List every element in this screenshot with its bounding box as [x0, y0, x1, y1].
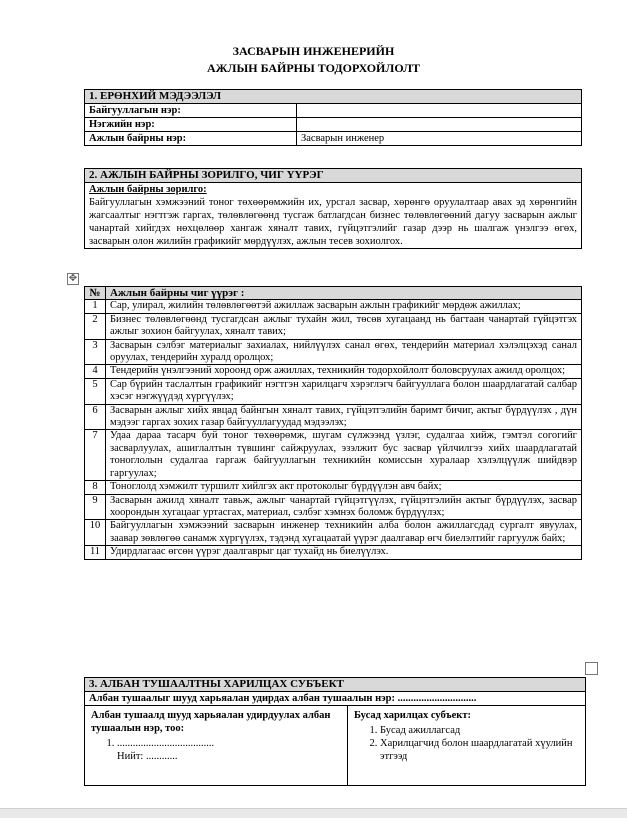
table-row — [85, 481, 582, 494]
table-row — [85, 339, 582, 365]
duty-number: 9 — [85, 494, 106, 520]
document-title-line1: ЗАСВАРЫН ИНЖЕНЕРИЙН — [232, 44, 395, 58]
subordinates-title: Албан тушаалд шууд харьяалан удирдуулах албан тушаалын нэр, тоо: — [91, 710, 331, 734]
unit-name-label: Нэгжийн нэр: — [85, 118, 297, 132]
duty-text[interactable]: Тоноглолд хэмжилт туршилт хийлгэх акт протоколыг бүрдүүлэн авч байх; — [106, 481, 582, 494]
section2-header: 2. АЖЛЫН БАЙРНЫ ЗОРИЛГО, ЧИГ ҮҮРЭГ — [85, 169, 582, 183]
duty-text[interactable]: Удирдлагаас өгсөн үүрэг даалгаврыг цаг тухайд нь биелүүлэх. — [106, 546, 582, 559]
duty-number: 7 — [85, 430, 106, 481]
position-name-value[interactable]: Засварын инженер — [297, 132, 582, 146]
duty-text[interactable]: Сар, улирал, жилийн төлөвлөгөөтэй ажиллаж засварын ажлын графикийг мөрдөж ажиллах; — [106, 300, 582, 313]
duty-number: 8 — [85, 481, 106, 494]
table-row — [85, 365, 582, 378]
table-row — [85, 118, 582, 132]
subordinates-count: Нийт: ............ — [117, 751, 178, 762]
duty-text[interactable]: Удаа дараа тасарч буй тоног төхөөрөмж, шугам сүлжээнд үзлэг, судалгаа хийж, гэмтэл согогийг засварлуулах, ашиглалтын түвшинг сайжруулах, эзэлжит бус засвар үйлчилгээ хийх шаардлагатай тоноглолын судалгаа гаргаж байгууллагын техникийн комиссын хуралаар хэлэлцүүлж шийдвэр гаргуулах; — [106, 430, 582, 481]
duty-text[interactable]: Засварын ажилд хяналт тавьж, ажлыг чанартай гүйцэтгүүлэх, гүйцэтгэлийн актыг бүрдүүлэх, засвар хоорондын хугацааг уртасгах, материал, сэлбэг хэмнэх боломж бүрдүүлэх; — [106, 494, 582, 520]
duties-table — [84, 286, 582, 560]
org-name-label: Байгууллагын нэр: — [85, 104, 297, 118]
duty-text[interactable]: Байгууллагын хэмжээний засварын инженер техникийн алба болон ажиллагсдад сургалт явуулах, заавар зөвлөгөө санамж хүргүүлэх, тэдэнд хугацаатай үүрэг даалгавар өгч биелэлтийг гаргуулж байх; — [106, 520, 582, 546]
relations-table — [84, 677, 586, 786]
other-relations-cell[interactable] — [348, 706, 586, 786]
table-row — [85, 546, 582, 559]
duty-number: 2 — [85, 313, 106, 339]
section1-header: 1. ЕРӨНХИЙ МЭДЭЭЛЭЛ — [85, 90, 582, 104]
table-row — [85, 378, 582, 404]
duties-col-num: № — [85, 287, 106, 300]
duty-number: 3 — [85, 339, 106, 365]
list-item: 1. ..................................... — [117, 737, 341, 750]
list-item: 2. Харилцагчид болон шаардлагатай хүулийн этгээд — [380, 737, 579, 763]
duty-number: 10 — [85, 520, 106, 546]
table-row — [85, 430, 582, 481]
duties-col-title: Ажлын байрны чиг үүрэг : — [106, 287, 582, 300]
table-row — [85, 104, 582, 118]
other-relations-list — [354, 724, 579, 763]
org-name-value[interactable] — [297, 104, 582, 118]
duty-number: 1 — [85, 300, 106, 313]
position-name-label: Ажлын байрны нэр: — [85, 132, 297, 146]
duty-text[interactable]: Засварын сэлбэг материалыг захиалах, нийлүүлэх санал өгөх, тендерийн материал хэлэлцэхэд санал оруулах, тендерийн хуралд оролцох; — [106, 339, 582, 365]
table-row — [85, 404, 582, 430]
purpose-text: Байгууллагын хэмжээний тоног төхөөрөмжийн их, урсгал засвар, хөрөнгө оруулалтаар авах эд хөрөнгийн жагсаалтыг нэгтгэж гаргах, төлөвлөгөөнд тусгаж батлагдсан бизнес төлөвлөгөөний дагуу засварын ажлыг чанартай хийгдэх нөхцөлөөр хангаж хяналт тавих, гүйцэтгэлийг газар дээр нь шалгаж үнэлгээ өгөх, засварын олон жилийн графикийг мөрдүүлэх, ажлын тесев зохиолгох. — [89, 197, 577, 247]
other-relations-title: Бусад харилцах субъект: — [354, 710, 472, 721]
duty-text[interactable]: Тендерийн үнэлгээний хороонд орж ажиллах, техникийн тодорхойлолт боловсруулах ажилд оролцох; — [106, 365, 582, 378]
duty-number: 11 — [85, 546, 106, 559]
unit-name-value[interactable] — [297, 118, 582, 132]
table-row — [85, 132, 582, 146]
duty-number: 5 — [85, 378, 106, 404]
table-move-handle-icon[interactable]: ✥ — [68, 273, 78, 284]
subordinates-list — [91, 737, 341, 750]
duty-text[interactable]: Бизнес төлөвлөгөөнд тусгагдсан ажлыг тухайн жил, төсөв хугацаанд нь багтаан чанартай гүйцэтгэх ажлыг зохион байгуулах, хяналт тавих; — [106, 313, 582, 339]
duty-text[interactable]: Сар бүрийн таслалтын графикийг нэгтгэн харилцагч хэрэглэгч байгууллага болон шаардлагатай салбар хэсэг нэгжүүдэд хүргүүлэх; — [106, 378, 582, 404]
table-row — [85, 494, 582, 520]
document-title-line2: АЖЛЫН БАЙРНЫ ТОДОРХОЙЛОЛТ — [206, 61, 421, 75]
table-row — [85, 300, 582, 313]
duty-number: 4 — [85, 365, 106, 378]
duty-text[interactable]: Засварын ажлыг хийх явцад байнгын хяналт тавих, гүйцэтгэлийн баримт бичиг, актыг бүрдүүлэх , дүн мэдээг гаргах зохих газар байгууллагуудад мэдээлэх; — [106, 404, 582, 430]
table-resize-handle[interactable] — [585, 662, 598, 675]
table-row — [85, 313, 582, 339]
purpose-cell[interactable] — [85, 183, 582, 249]
list-item: 1. Бусад ажиллагсад — [380, 724, 579, 737]
purpose-table — [84, 168, 582, 249]
table-row — [85, 520, 582, 546]
general-info-table — [84, 89, 582, 146]
direct-superior-line[interactable]: Албан тушаалыг шууд харьяалан удирдах албан тушаалын нэр: .............................. — [85, 692, 586, 706]
duty-number: 6 — [85, 404, 106, 430]
purpose-title: Ажлын байрны зорилго: — [89, 184, 207, 195]
section3-header: 3. АЛБАН ТУШААЛТНЫ ХАРИЛЦАХ СУБЪЕКТ — [85, 678, 586, 692]
subordinates-cell[interactable] — [85, 706, 348, 786]
